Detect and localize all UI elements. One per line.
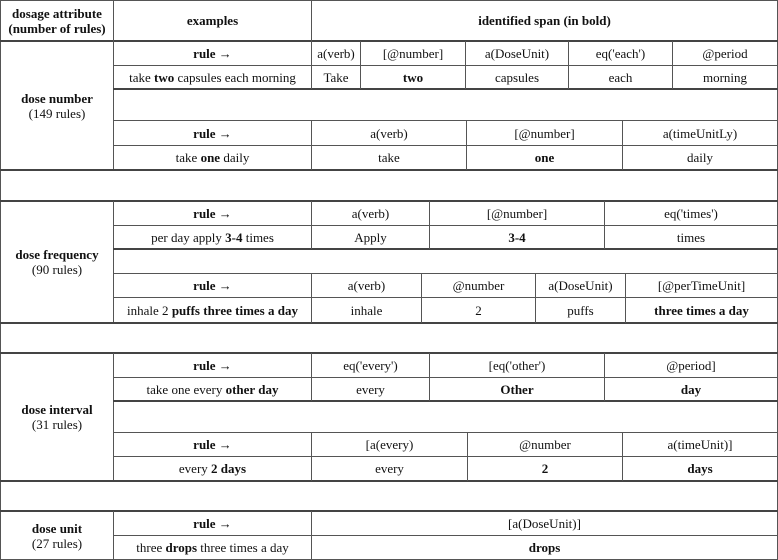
- example-text: [114, 378, 311, 400]
- rule-component: @period]: [666, 358, 716, 373]
- example-text: [114, 457, 311, 480]
- example-text-part: every: [178, 461, 212, 476]
- span-token-bold: Other: [500, 381, 534, 397]
- attribute-name: dose unit: [31, 520, 83, 536]
- span-token-bold: drops: [528, 540, 561, 555]
- example-text-part: take: [175, 150, 201, 165]
- rule-component: [a(every): [365, 437, 414, 452]
- rule-component: [eq('other'): [488, 358, 546, 373]
- rule-component: @period: [702, 46, 748, 61]
- span-token: morning: [702, 69, 748, 85]
- span-token: Take: [323, 69, 349, 85]
- attribute-name: dose number: [21, 90, 93, 106]
- rule-component: @number: [452, 278, 505, 293]
- example-text-bold: 2 days: [211, 461, 247, 476]
- rule-label: rule →: [193, 206, 232, 221]
- example-text-part: daily: [220, 150, 250, 165]
- rule-component: eq('times'): [664, 206, 718, 221]
- attribute-cell-dose-interval: [1, 354, 113, 480]
- attribute-cell-dose-unit: [1, 512, 113, 559]
- attribute-count: (90 rules): [31, 262, 83, 277]
- span-token: puffs: [567, 302, 594, 318]
- span-token: Apply: [354, 229, 387, 245]
- attribute-cell-dose-number: [1, 42, 113, 169]
- rule-component: a(DoseUnit): [484, 46, 550, 61]
- rule-component: [@perTimeUnit]: [657, 278, 746, 293]
- example-text: [114, 146, 311, 169]
- example-text-part: three: [136, 540, 166, 555]
- header-identified-span: identified span (in bold): [478, 13, 611, 28]
- example-text-part: capsules each morning: [174, 69, 296, 85]
- example-text-part: take one every: [146, 381, 226, 397]
- rule-component: [a(DoseUnit)]: [508, 516, 581, 531]
- rule-label: rule →: [193, 516, 232, 531]
- attribute-cell-dose-frequency: [1, 202, 113, 322]
- span-token-bold: 3-4: [508, 229, 526, 245]
- span-token-bold: 2: [541, 461, 549, 476]
- span-token: times: [676, 229, 706, 245]
- span-token: each: [608, 69, 633, 85]
- example-text-bold: drops: [165, 540, 198, 555]
- example-text-bold: two: [154, 69, 175, 85]
- example-text-bold: other day: [225, 381, 279, 397]
- rule-label: rule →: [193, 278, 232, 293]
- rule-component: a(DoseUnit): [548, 278, 613, 293]
- span-token-bold: three times a day: [654, 302, 749, 318]
- rule-component: @number: [519, 437, 571, 452]
- rule-component: a(timeUnitLy): [662, 125, 738, 141]
- rule-component: a(timeUnit)]: [667, 437, 733, 452]
- span-token: inhale: [350, 302, 383, 318]
- rule-label: rule →: [193, 125, 232, 141]
- rule-label: rule →: [193, 358, 232, 373]
- rule-component: a(verb): [370, 125, 408, 141]
- example-text-bold: puffs three times a day: [171, 302, 298, 318]
- span-token-bold: two: [402, 69, 424, 85]
- span-token: every: [375, 461, 404, 476]
- span-token: daily: [687, 150, 713, 165]
- example-text-part: times: [242, 229, 274, 245]
- example-text-part: three times a day: [197, 540, 289, 555]
- example-text-part: per day apply: [151, 229, 226, 245]
- header-attribute-line1: dosage attribute: [12, 5, 102, 21]
- span-token-bold: one: [534, 150, 555, 165]
- rule-component: a(verb): [351, 206, 390, 221]
- span-token: take: [378, 150, 400, 165]
- header-dosage-attribute: [1, 1, 113, 40]
- example-text: [114, 226, 311, 248]
- span-token-bold: day: [680, 381, 702, 397]
- rule-component: [@number]: [514, 125, 575, 141]
- example-text-part: take: [129, 69, 155, 85]
- rule-component: a(verb): [317, 46, 355, 61]
- attribute-name: dose frequency: [15, 247, 99, 262]
- attribute-name: dose interval: [21, 402, 93, 417]
- rule-component: eq('each'): [595, 46, 646, 61]
- rule-component: [@number]: [486, 206, 548, 221]
- example-text-part: inhale 2: [127, 302, 172, 318]
- attribute-count: (149 rules): [28, 105, 86, 121]
- span-token-bold: days: [687, 461, 713, 476]
- attribute-count: (27 rules): [31, 535, 83, 551]
- example-text-bold: one: [200, 150, 221, 165]
- example-text: [114, 298, 311, 322]
- rule-label: rule →: [193, 437, 232, 452]
- header-examples: examples: [186, 13, 239, 28]
- rule-component: eq('every'): [343, 358, 398, 373]
- header-attribute-line2: (number of rules): [8, 20, 106, 36]
- example-text-bold: 3-4: [225, 229, 243, 245]
- rule-component: a(verb): [347, 278, 386, 293]
- example-text: [114, 536, 311, 559]
- attribute-count: (31 rules): [31, 417, 83, 432]
- span-token: 2: [475, 302, 482, 318]
- rule-label: rule →: [193, 46, 232, 61]
- span-token: every: [356, 381, 385, 397]
- rule-component: [@number]: [382, 46, 444, 61]
- example-text: [114, 66, 311, 88]
- span-token: capsules: [494, 69, 540, 85]
